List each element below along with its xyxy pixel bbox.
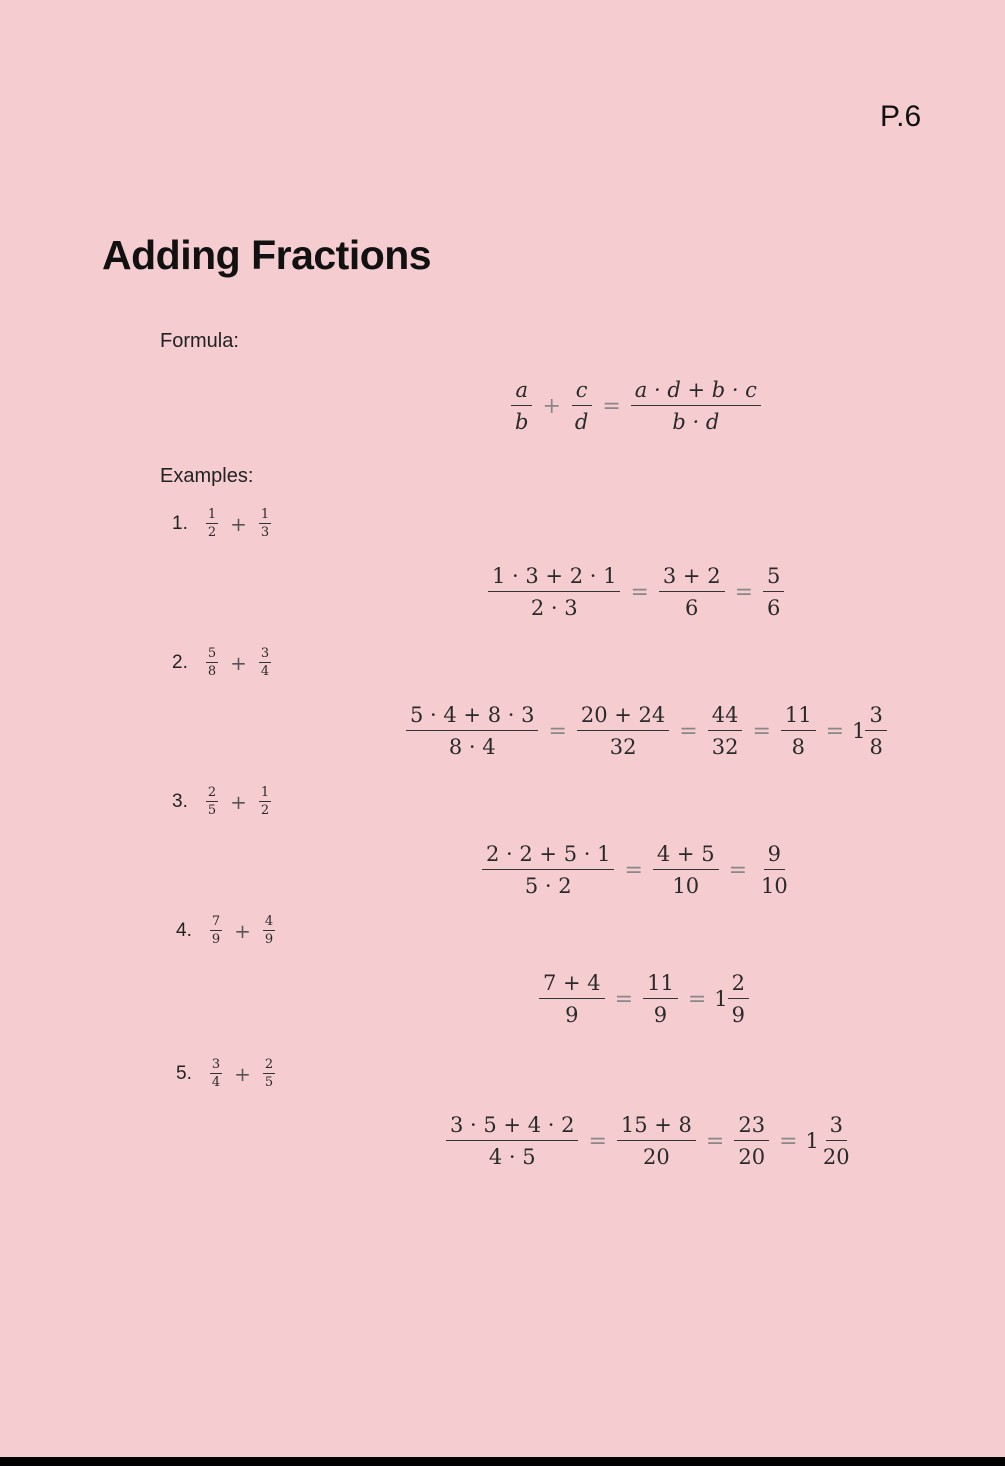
numerator: 1 [260,785,270,800]
fraction [259,508,271,539]
equals-sign: = [624,857,643,883]
plus-sign: + [234,918,251,943]
denominator: 6 [685,596,699,620]
step-fraction [446,1115,578,1168]
example-5-solution [442,1115,858,1168]
step-fraction [708,705,743,758]
equals-sign: = [588,1128,607,1154]
denominator: 5 [207,803,217,818]
equals-sign: = [602,393,621,419]
plus-sign: + [230,511,247,536]
plus-sign: + [542,393,561,419]
fraction [206,508,218,539]
step-fraction [763,566,784,619]
equals-sign: = [687,986,707,1012]
formula-label: Formula: [160,330,239,352]
equals-sign: = [630,579,649,605]
example-number: 4. [176,919,192,941]
equals-sign: = [825,718,845,744]
numerator: 7 [211,914,221,929]
denominator: 4 [211,1075,221,1090]
denominator: 4 · 5 [488,1145,536,1169]
example-2-solution [402,705,891,758]
page-number: P.6 [880,100,922,133]
denominator: 2 · 3 [530,596,578,620]
mixed-whole-number: 1 [714,987,728,1011]
numerator: 5 [207,646,217,661]
example-2-problem [172,647,275,678]
denominator: 20 [643,1145,670,1169]
step-fraction [659,566,725,619]
numerator: 44 [708,705,743,731]
denominator: 8 [869,735,883,759]
example-4-problem [176,915,279,946]
example-4-solution [535,973,753,1026]
numerator: 3 + 2 [659,566,725,592]
numerator: 3 [826,1115,847,1141]
numerator: a [511,380,532,406]
problem-expression [206,1058,279,1089]
step-fraction [488,566,620,619]
plus-sign: + [230,789,247,814]
plus-sign: + [234,1061,251,1086]
numerator: 2 · 2 + 5 · 1 [482,844,614,870]
plus-sign: + [230,650,247,675]
denominator: 32 [609,735,637,759]
numerator: 2 [264,1057,274,1072]
numerator: 3 [865,705,886,731]
numerator: 3 [211,1057,221,1072]
denominator: 5 · 2 [524,874,572,898]
problem-expression [202,647,275,678]
equals-sign: = [548,718,567,744]
numerator: 2 [728,973,749,999]
bottom-edge-bar [0,1457,1005,1466]
example-number: 5. [176,1062,192,1084]
denominator: 2 [207,525,217,540]
numerator: 7 + 4 [539,973,605,999]
examples-label: Examples: [160,465,254,487]
page-title: Adding Fractions [102,232,432,278]
denominator: 9 [731,1003,746,1027]
denominator: b · d [672,410,720,434]
example-3-solution [478,844,796,897]
equals-sign: = [779,1128,798,1154]
numerator: 15 + 8 [617,1115,696,1141]
step-fraction [482,844,614,897]
numerator: 4 + 5 [653,844,719,870]
numerator: 4 [264,914,274,929]
step-fraction [617,1115,696,1168]
equals-sign: = [679,718,698,744]
mixed-whole-number: 1 [805,1129,819,1153]
fraction [210,1058,222,1089]
numerator: 1 [207,507,217,522]
denominator: 20 [822,1145,850,1169]
numerator: 5 [763,566,784,592]
problem-expression [202,508,275,539]
denominator: 2 [260,803,270,818]
fraction [259,647,271,678]
step-fraction [406,705,538,758]
fraction [263,1058,275,1089]
step-fraction [781,705,816,758]
numerator: c [572,380,592,406]
denominator: 10 [672,874,700,898]
problem-expression [206,915,279,946]
formula-result-fraction [631,380,761,433]
numerator: 3 [260,646,270,661]
mixed-fraction [819,1115,854,1168]
denominator: 3 [260,525,270,540]
denominator: 4 [260,664,270,679]
equals-sign: = [705,1128,725,1154]
numerator: 20 + 24 [577,705,669,731]
denominator: 8 · 4 [448,735,496,759]
example-number: 1. [172,512,188,534]
denominator: 8 [207,664,217,679]
denominator: 6 [767,596,781,620]
step-fraction [577,705,669,758]
step-fraction [643,973,678,1026]
numerator: 23 [734,1115,769,1141]
problem-expression [202,786,275,817]
numerator: 11 [643,973,678,999]
numerator: 1 [260,507,270,522]
numerator: 11 [781,705,816,731]
example-number: 2. [172,651,188,673]
equals-sign: = [614,986,634,1012]
numerator: 1 · 3 + 2 · 1 [488,566,620,592]
example-1-solution [484,566,788,619]
denominator: 20 [738,1145,766,1169]
fraction [206,647,218,678]
numerator: 5 · 4 + 8 · 3 [406,705,538,731]
fraction [263,915,275,946]
denominator: 10 [761,874,788,898]
numerator: 9 [764,844,785,870]
mixed-fraction [728,973,749,1026]
formula-fraction-a-b [511,380,532,433]
denominator: 9 [211,932,221,947]
denominator: 8 [791,735,805,759]
fraction [206,786,218,817]
equals-sign: = [728,857,747,883]
denominator: 9 [653,1003,668,1027]
denominator: 9 [565,1003,579,1027]
step-fraction [734,1115,769,1168]
mixed-whole-number: 1 [852,719,866,743]
numerator: a · d + b · c [631,380,761,406]
fraction [259,786,271,817]
example-1-problem [172,508,275,539]
step-fraction [757,844,792,897]
example-3-problem [172,786,275,817]
formula-fraction-c-d [571,380,592,433]
formula-equation [507,380,765,433]
step-fraction [539,973,605,1026]
denominator: 9 [264,932,274,947]
denominator: b [515,410,529,434]
numerator: 3 · 5 + 4 · 2 [446,1115,578,1141]
example-number: 3. [172,790,188,812]
denominator: 32 [711,735,739,759]
step-fraction [653,844,719,897]
denominator: 5 [264,1075,274,1090]
denominator: d [574,410,589,434]
equals-sign: = [752,718,771,744]
mixed-fraction [865,705,886,758]
fraction [210,915,222,946]
example-5-problem [176,1058,279,1089]
equals-sign: = [734,579,753,605]
numerator: 2 [207,785,217,800]
